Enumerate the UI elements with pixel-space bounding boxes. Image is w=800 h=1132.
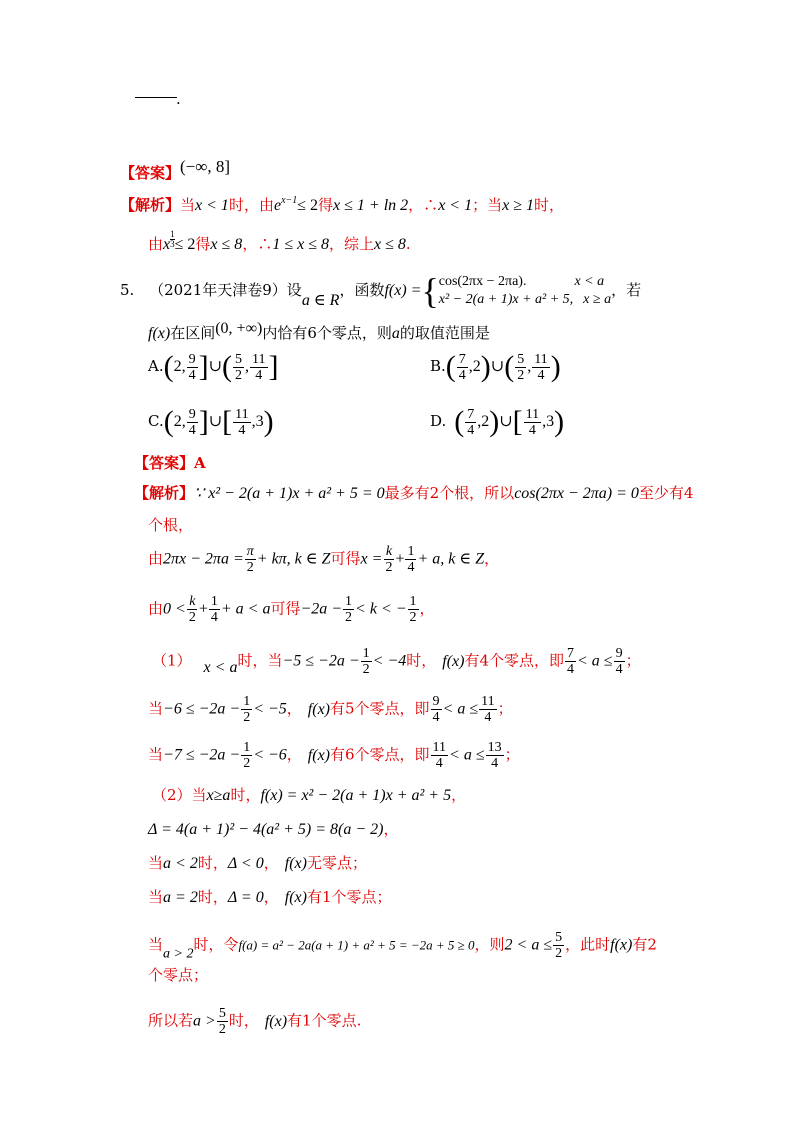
option-a[interactable]: A.(2, $\frac{9}{4}$ ]∪( $\frac{5}{2}$ , $\frac{11}{4}$ ]: [148, 350, 279, 383]
option-d[interactable]: D. ( $\frac{7}{4}$ ,2)∪[ $\frac{11}{4}$ ,3): [430, 405, 565, 438]
solution-5-case-2-line-7: 所以若a > $\frac{5}{2}$ 时， f(x)有1个零点.: [148, 1006, 362, 1037]
question-5-stem-line-2: f(x)在区间(0, +∞)内恰有6个零点，则a的取值范围是: [148, 320, 490, 342]
answer-value: (−∞, 8]: [180, 157, 231, 176]
solution-5-case-1-line-1: （1） x < a时，当−5 ≤ −2a − $\frac{1}{2}$ < −4时， f(x)有4个零点，即 $\frac{7}{4}$ < a ≤ $\frac{9}{4}$ ；: [152, 646, 641, 677]
solution-4-line-1: 【解析】当x < 1时，由$e^{x-1}\le 2$得x ≤ 1 + ln 2，∴x < 1；当x ≥ 1时，: [120, 195, 565, 214]
answer-tag: 【答案】: [134, 454, 195, 472]
solution-5-line-1: 【解析】∵ x² − 2(a + 1)x + a² + 5 = 0最多有2个根，所以cos(2πx − 2πa) = 0至少有4: [134, 484, 694, 502]
answer-value: A: [194, 454, 206, 472]
solution-5-case-2-line-5: 当a > 2时，令f(a) = a² − 2a(a + 1) + a² + 5 = −2a + 5 ≥ 0，则2 < a ≤ $\frac{5}{2}$ ，此时f(x)有2: [148, 930, 657, 962]
solution-5-case-1-line-3: 当−7 ≤ −2a − $\frac{1}{2}$ < −6， f(x)有6个零点，即 $\frac{11}{4}$ < a ≤ $\frac{13}{4}$ ；: [148, 740, 520, 771]
solution-5-line-3: 由2πx − 2πa = $\frac{\pi}{2}$ + kπ, k ∈ Z可得x = $\frac{k}{2}$ + $\frac{1}{4}$ + a, k ∈ Z，: [148, 544, 500, 575]
solution-5-case-2-line-3: 当a < 2时，Δ < 0， f(x)无零点；: [148, 854, 367, 872]
answer-line-4: [120, 156, 230, 184]
solution-tag: 【解析】: [120, 196, 181, 214]
answer-blank-line: [135, 97, 177, 98]
blank-period: .: [176, 90, 181, 108]
option-c[interactable]: C.(2, $\frac{9}{4}$ ]∪[ $\frac{11}{4}$ ,3): [148, 405, 274, 438]
solution-5-case-2-line-6: 个零点；: [148, 966, 209, 984]
option-b[interactable]: B.( $\frac{7}{4}$ ,2)∪( $\frac{5}{2}$ , $\frac{11}{4}$ ): [430, 350, 561, 383]
solution-5-line-4: 由0 < $\frac{k}{2}$ + $\frac{1}{4}$ + a < a可得−2a − $\frac{1}{2}$ < k < − $\frac{1}{2}$ ，: [148, 594, 435, 625]
solution-5-case-2-line-4: 当a = 2时，Δ = 0， f(x)有1个零点；: [148, 888, 392, 906]
question-number: 5.: [120, 281, 135, 299]
solution-5-case-1-line-2: 当−6 ≤ −2a − $\frac{1}{2}$ < −5， f(x)有5个零点，即 $\frac{9}{4}$ < a ≤ $\frac{11}{4}$ ；: [148, 694, 513, 725]
solution-4-line-2: 由x $\frac{1}{3}$ ≤ 2得x ≤ 8，∴1 ≤ x ≤ 8，综上x ≤ 8.: [148, 229, 411, 253]
solution-5-case-2-line-1: （2）当x≥a时，f(x) = x² − 2(a + 1)x + a² + 5，: [152, 786, 467, 804]
solution-5-case-2-line-2: Δ = 4(a + 1)² − 4(a² + 5) = 8(a − 2)，: [148, 820, 399, 838]
answer-tag: 【答案】: [120, 164, 181, 182]
answer-line-5: [134, 452, 206, 474]
question-5-stem: 5. （2021年天津卷9）设a ∈ R，函数f(x) ={ cos(2πx − 2πa). x < a x² − 2(a + 1)x + a² + 5, x ≥ a ，若: [120, 271, 642, 311]
question-source: （2021年天津卷9）设: [149, 281, 302, 299]
solution-5-line-2: 个根，: [148, 516, 194, 534]
solution-tag: 【解析】: [134, 484, 195, 502]
